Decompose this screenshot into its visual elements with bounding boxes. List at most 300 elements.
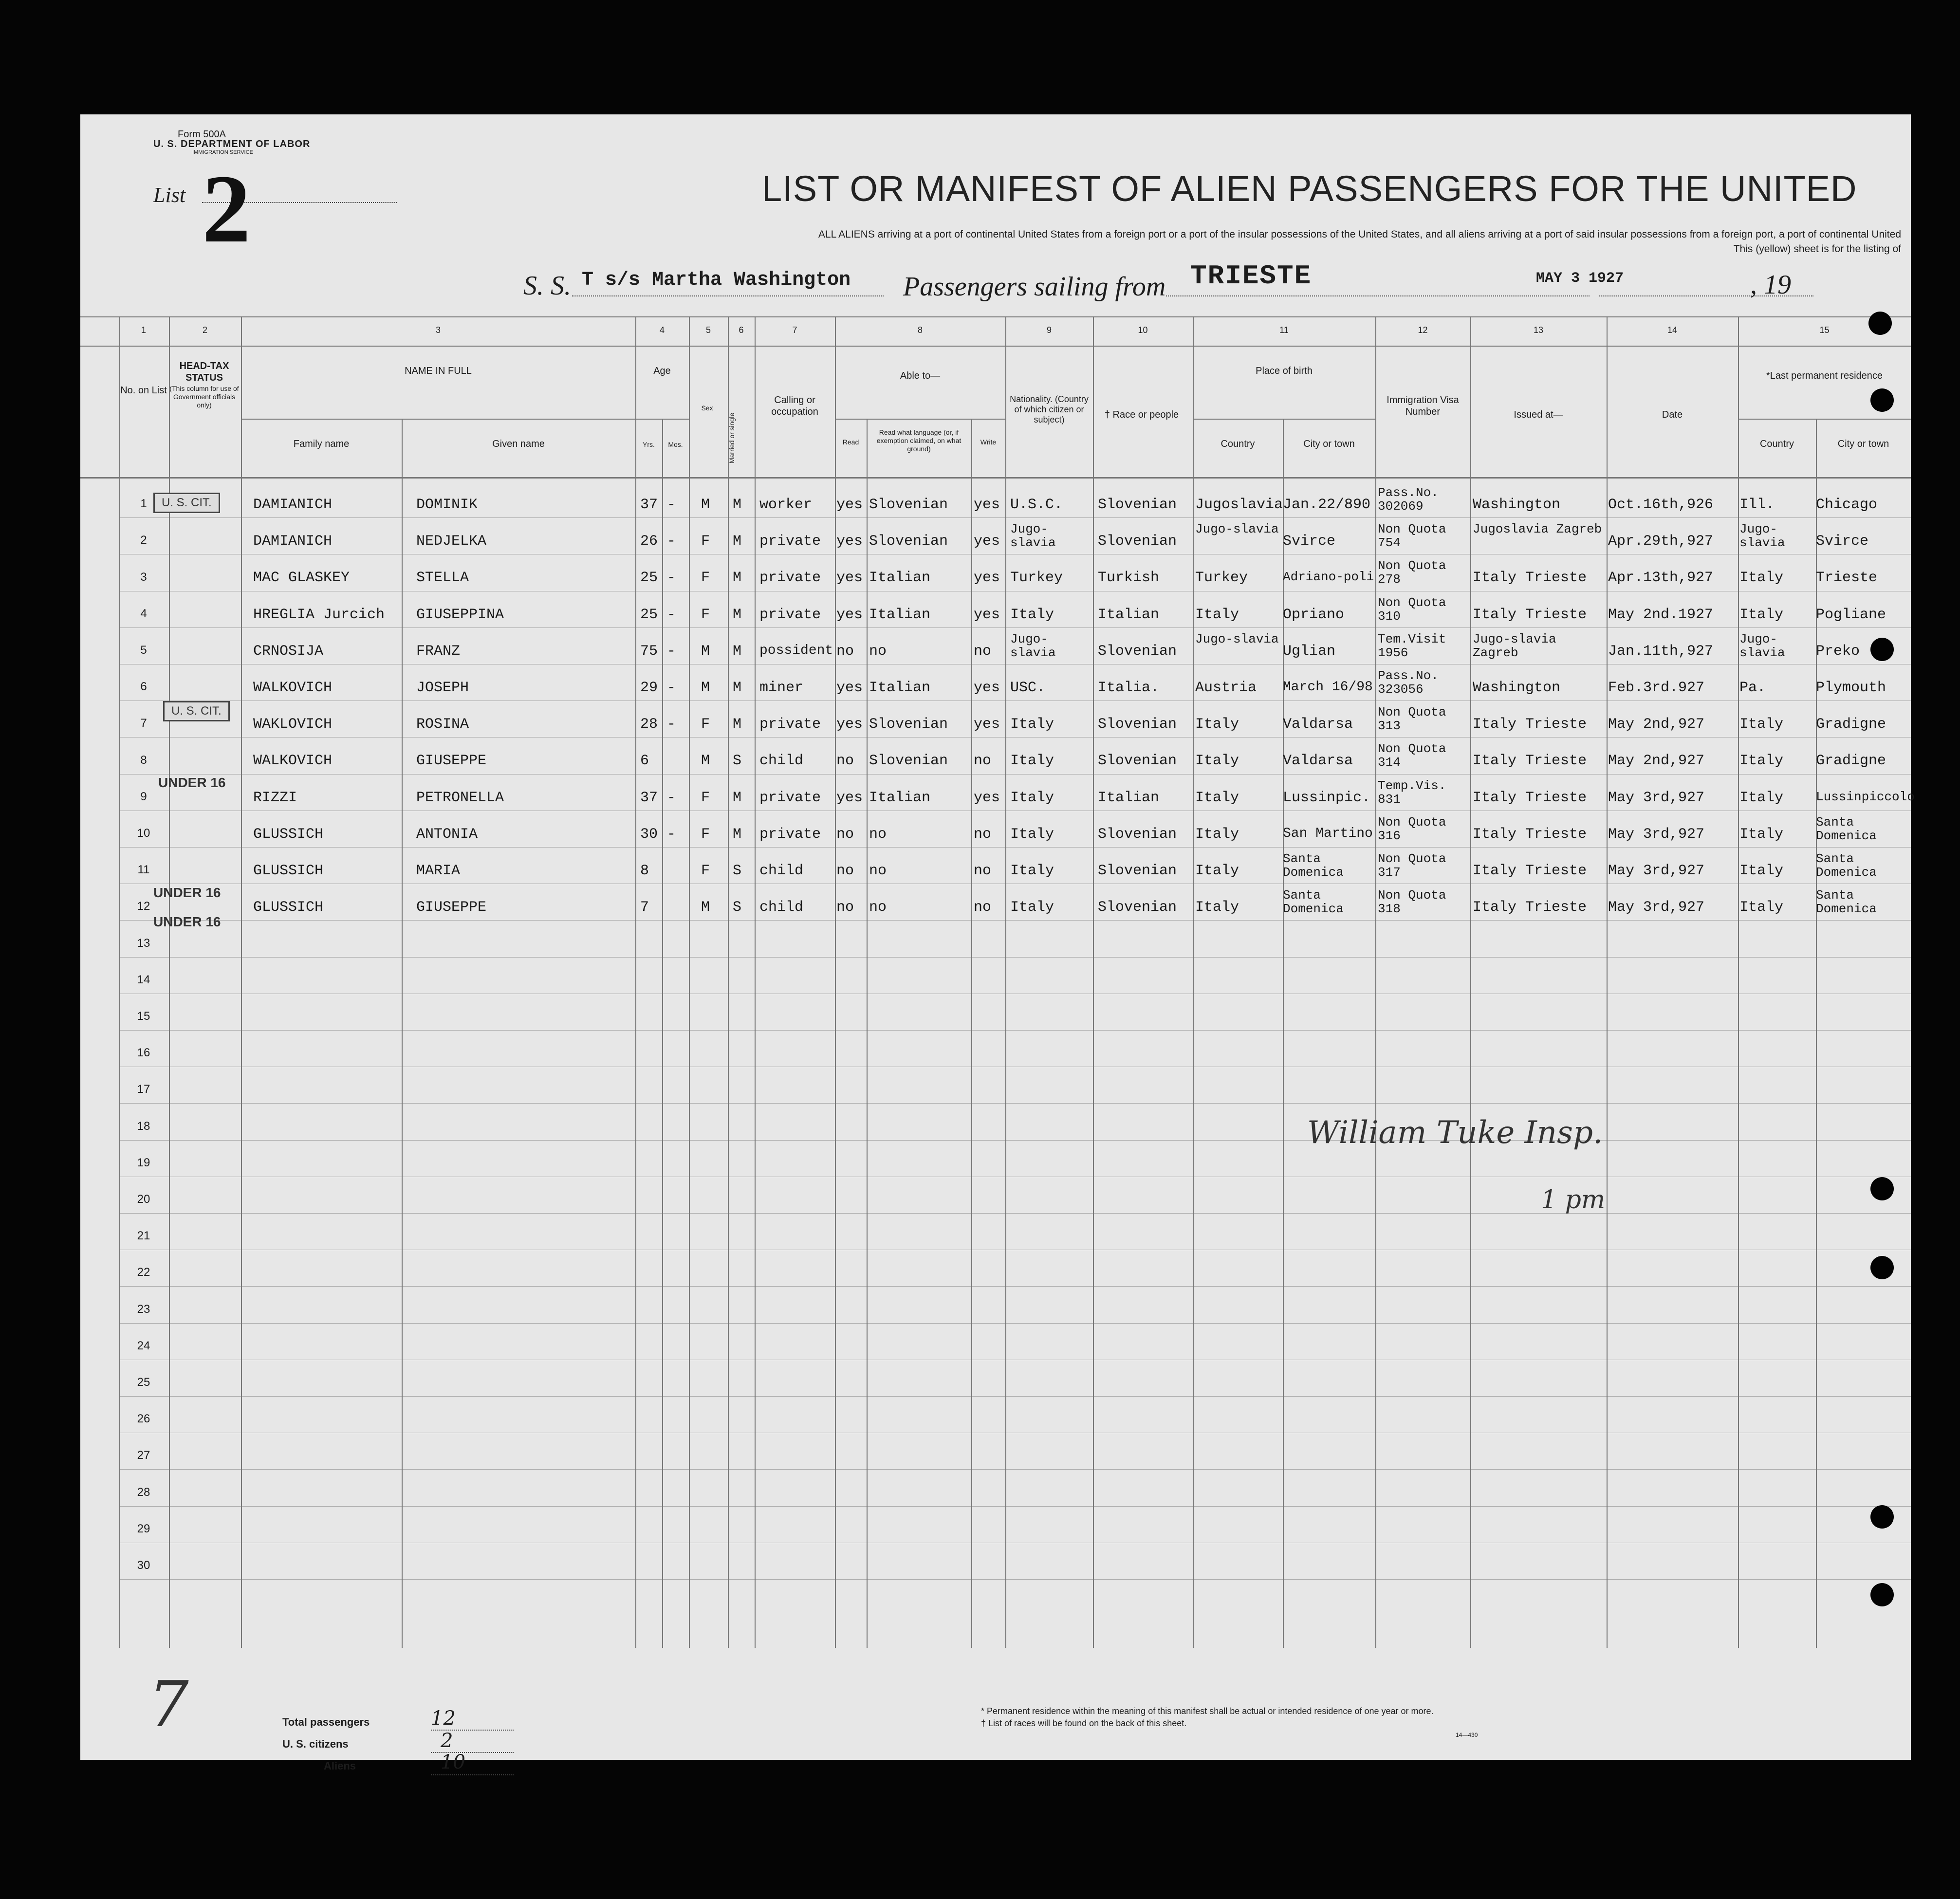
column-rule <box>1283 419 1284 1648</box>
us-citizens-label: U. S. citizens <box>282 1738 349 1750</box>
nationality-cell: Turkey <box>1010 570 1063 587</box>
race-cell: Slovenian <box>1098 497 1177 513</box>
issued-at-cell: Italy Trieste <box>1473 716 1587 733</box>
ship-underline <box>572 295 884 296</box>
column-rule <box>1607 316 1608 1648</box>
age-years-cell: 29 <box>640 680 658 696</box>
head-race: † Race or people <box>1104 409 1179 420</box>
age-months-cell: - <box>667 533 676 550</box>
binder-hole <box>1870 638 1894 661</box>
marital-status-cell: M <box>733 643 742 660</box>
language-cell: no <box>869 863 887 879</box>
row-number: 28 <box>137 1485 150 1499</box>
sex-cell: M <box>701 643 710 660</box>
read-cell: yes <box>836 789 863 806</box>
sailing-date: MAY 3 1927 <box>1536 270 1624 287</box>
birth-city-cell: Santa Domenica <box>1283 852 1344 879</box>
birth-country-cell: Jugo-slavia <box>1195 632 1279 646</box>
occupation-cell: miner <box>759 680 804 696</box>
race-cell: Turkish <box>1098 570 1160 587</box>
head-able-to: Able to— <box>900 370 941 381</box>
visa-date-cell: May 2nd,927 <box>1608 716 1705 733</box>
residence-country-cell: Italy <box>1739 753 1784 770</box>
birth-country-cell: Austria <box>1195 680 1257 696</box>
race-cell: Slovenian <box>1098 533 1177 550</box>
column-rule <box>728 316 729 1648</box>
visa-date-cell: Jan.11th,927 <box>1608 643 1714 660</box>
age-months-cell: - <box>667 606 676 623</box>
birth-city-cell: Adriano-poli <box>1283 570 1374 585</box>
race-cell: Slovenian <box>1098 863 1177 879</box>
row-number: 4 <box>140 607 147 620</box>
row-number: 26 <box>137 1412 150 1426</box>
marital-status-cell: M <box>733 826 742 843</box>
column-rule <box>1093 316 1094 1648</box>
row-number: 21 <box>137 1229 150 1243</box>
subheader-rule <box>1193 419 1375 420</box>
age-years-cell: 28 <box>640 716 658 733</box>
occupation-cell: private <box>759 570 821 587</box>
subtitle-line-1: ALL ALIENS arriving at a port of continental United States from a foreign port or a port of the insular possessions of the United States, and all aliens arriving at a port of said insular possessions from a foreign port, a port of continental United <box>818 229 1901 240</box>
age-months-cell: - <box>667 643 676 660</box>
age-years-cell: 30 <box>640 826 658 843</box>
row-number: 18 <box>137 1119 150 1133</box>
write-cell: yes <box>974 680 1000 696</box>
sex-cell: M <box>701 753 710 770</box>
visa-number-cell: Non Quota 278 <box>1378 559 1446 587</box>
head-calling: Calling or occupation <box>771 395 818 417</box>
row-number: 6 <box>140 680 147 694</box>
service-name: IMMIGRATION SERVICE <box>192 149 253 155</box>
row-number: 16 <box>137 1046 150 1060</box>
family-name-cell: RIZZI <box>253 789 297 806</box>
occupation-cell: possident <box>759 643 833 658</box>
given-name-cell: GIUSEPPINA <box>416 606 504 623</box>
head-family-name: Family name <box>293 439 350 449</box>
residence-country-cell: Jugo-slavia <box>1739 632 1785 660</box>
family-name-cell: DAMIANICH <box>253 497 333 513</box>
manifest-sheet <box>80 114 1915 1773</box>
head-place-of-birth: Place of birth <box>1256 366 1313 376</box>
column-rule <box>1193 316 1194 1648</box>
occupation-cell: child <box>759 753 804 770</box>
nationality-cell: USC. <box>1010 680 1046 696</box>
family-name-cell: MAC GLASKEY <box>253 570 350 587</box>
row-rule <box>119 1213 1911 1214</box>
subheader-rule <box>835 419 1005 420</box>
occupation-cell: worker <box>759 497 813 513</box>
read-cell: yes <box>836 680 863 696</box>
head-res-city: City or town <box>1837 439 1889 449</box>
column-number: 5 <box>705 325 711 335</box>
row-number: 9 <box>140 790 147 803</box>
write-cell: no <box>974 753 992 770</box>
visa-number-cell: Non Quota 313 <box>1378 705 1446 733</box>
sex-cell: F <box>701 789 710 806</box>
nationality-cell: Italy <box>1010 753 1054 770</box>
row-number: 14 <box>137 973 150 986</box>
language-cell: Slovenian <box>869 533 948 550</box>
row-number: 23 <box>137 1302 150 1316</box>
age-years-cell: 6 <box>640 753 649 770</box>
marital-status-cell: M <box>733 680 742 696</box>
nationality-cell: Italy <box>1010 716 1054 733</box>
head-birth-country: Country <box>1220 439 1255 449</box>
read-cell: no <box>836 826 854 843</box>
nationality-cell: Jugo-slavia <box>1010 632 1056 660</box>
column-rule <box>755 316 756 1648</box>
row-rule <box>119 1323 1911 1324</box>
column-rule <box>241 316 242 1648</box>
visa-number-cell: Pass.No. 323056 <box>1378 669 1439 696</box>
read-cell: yes <box>836 716 863 733</box>
column-number: 15 <box>1819 325 1830 335</box>
row-rule <box>119 1469 1911 1470</box>
write-cell: yes <box>974 716 1000 733</box>
age-years-cell: 8 <box>640 863 649 879</box>
row-rule <box>119 1396 1911 1397</box>
column-number: 14 <box>1667 325 1678 335</box>
row-rule <box>119 1030 1911 1031</box>
ship-name: T s/s Martha Washington <box>582 269 851 291</box>
row-number: 5 <box>140 644 147 657</box>
column-rule <box>835 316 836 1648</box>
occupation-cell: private <box>759 789 821 806</box>
age-months-cell: - <box>667 497 676 513</box>
subheader-rule <box>635 419 689 420</box>
occupation-cell: child <box>759 863 804 879</box>
given-name-cell: MARIA <box>416 863 461 879</box>
row-number: 2 <box>140 534 147 547</box>
total-passengers-value: 12 <box>431 1707 456 1730</box>
marital-status-cell: M <box>733 789 742 806</box>
under-16-stamp: UNDER 16 <box>153 914 221 929</box>
head-married: Married or single <box>728 412 736 464</box>
head-head-tax: HEAD-TAX STATUS <box>179 361 229 383</box>
language-cell: Italian <box>869 789 931 806</box>
given-name-cell: ROSINA <box>416 716 469 733</box>
given-name-cell: JOSEPH <box>416 680 469 696</box>
column-number: 7 <box>792 325 797 335</box>
visa-number-cell: Tem.Visit 1956 <box>1378 632 1446 660</box>
nationality-cell: Italy <box>1010 606 1054 623</box>
visa-date-cell: May 2nd.1927 <box>1608 606 1714 623</box>
inspector-signature: William Tuke Insp. <box>1307 1115 1603 1151</box>
aliens-label: Aliens <box>324 1760 356 1772</box>
residence-city-cell: Santa Domenica <box>1816 852 1877 879</box>
given-name-cell: GIUSEPPE <box>416 899 487 916</box>
marital-status-cell: S <box>733 899 742 916</box>
race-cell: Slovenian <box>1098 826 1177 843</box>
head-age: Age <box>653 366 671 376</box>
occupation-cell: private <box>759 533 821 550</box>
sailing-from-label: Passengers sailing from <box>903 272 1166 302</box>
visa-number-cell: Non Quota 318 <box>1378 888 1446 916</box>
row-rule <box>119 1140 1911 1141</box>
race-cell: Slovenian <box>1098 643 1177 660</box>
year-label: , 19 <box>1750 270 1791 300</box>
visa-number-cell: Non Quota 310 <box>1378 595 1446 623</box>
row-number: 3 <box>140 570 147 584</box>
visa-date-cell: Feb.3rd.927 <box>1608 680 1705 696</box>
language-cell: Italian <box>869 680 931 696</box>
row-number: 27 <box>137 1449 150 1462</box>
visa-number-cell: Temp.Vis. 831 <box>1378 778 1446 806</box>
issued-at-cell: Jugo-slavia Zagreb <box>1473 632 1556 660</box>
column-rule <box>1005 316 1006 1648</box>
nationality-cell: U.S.C. <box>1010 497 1063 513</box>
footnote-races: † List of races will be found on the back of this sheet. <box>981 1718 1187 1728</box>
family-name-cell: GLUSSICH <box>253 863 324 879</box>
column-rule <box>1738 316 1739 1648</box>
row-number: 29 <box>137 1522 150 1535</box>
family-name-cell: HREGLIA Jurcich <box>253 606 385 623</box>
row-number: 24 <box>137 1339 150 1352</box>
column-number: 12 <box>1418 325 1428 335</box>
visa-date-cell: May 3rd,927 <box>1608 863 1705 879</box>
race-cell: Slovenian <box>1098 899 1177 916</box>
aliens-value: 10 <box>441 1751 465 1773</box>
residence-country-cell: Jugo-slavia <box>1739 522 1785 550</box>
row-rule <box>119 1506 1911 1507</box>
row-number: 7 <box>140 717 147 730</box>
given-name-cell: FRANZ <box>416 643 461 660</box>
column-number: 2 <box>202 325 207 335</box>
birth-city-cell: Svirce <box>1283 533 1336 550</box>
age-years-cell: 75 <box>640 643 658 660</box>
residence-city-cell: Santa Domenica <box>1816 815 1877 843</box>
binder-hole <box>1868 312 1892 335</box>
visa-date-cell: May 3rd,927 <box>1608 826 1705 843</box>
marital-status-cell: M <box>733 570 742 587</box>
family-name-cell: WALKOVICH <box>253 753 333 770</box>
birth-city-cell: Lussinpic. <box>1283 789 1371 806</box>
column-rule <box>867 419 868 1648</box>
residence-country-cell: Italy <box>1739 570 1784 587</box>
column-number: 8 <box>917 325 923 335</box>
visa-number-cell: Pass.No. 302069 <box>1378 486 1439 513</box>
under-16-stamp: UNDER 16 <box>158 775 226 790</box>
rule-colnums <box>80 346 1911 347</box>
age-months-cell: - <box>667 826 676 843</box>
read-cell: yes <box>836 533 863 550</box>
row-number: 1 <box>140 497 147 511</box>
marital-status-cell: M <box>733 606 742 623</box>
departure-port: TRIESTE <box>1190 260 1312 292</box>
column-rule <box>402 419 403 1648</box>
marital-status-cell: M <box>733 716 742 733</box>
signature-note: 1 pm <box>1541 1185 1606 1215</box>
family-name-cell: CRNOSIJA <box>253 643 324 660</box>
list-number: 2 <box>202 155 251 263</box>
birth-country-cell: Italy <box>1195 753 1239 770</box>
head-months: Mos. <box>668 441 683 448</box>
family-name-cell: GLUSSICH <box>253 899 324 916</box>
residence-country-cell: Italy <box>1739 826 1784 843</box>
ss-label: S. S. <box>523 271 571 301</box>
issued-at-cell: Washington <box>1473 680 1561 696</box>
rule-top <box>80 316 1911 317</box>
occupation-cell: private <box>759 606 821 623</box>
sex-cell: M <box>701 680 710 696</box>
subheader-rule <box>241 419 635 420</box>
language-cell: Italian <box>869 570 931 587</box>
sex-cell: F <box>701 863 710 879</box>
visa-date-cell: May 2nd,927 <box>1608 753 1705 770</box>
residence-country-cell: Italy <box>1739 899 1784 916</box>
column-rule <box>1375 316 1376 1648</box>
row-rule <box>119 957 1911 958</box>
column-rule <box>169 316 170 1648</box>
birth-country-cell: Italy <box>1195 863 1239 879</box>
row-number: 22 <box>137 1266 150 1279</box>
residence-city-cell: Svirce <box>1816 533 1869 550</box>
given-name-cell: PETRONELLA <box>416 789 504 806</box>
column-number: 6 <box>739 325 744 335</box>
document-title: LIST OR MANIFEST OF ALIEN PASSENGERS FOR THE UNITED <box>762 168 1857 209</box>
language-cell: no <box>869 826 887 843</box>
write-cell: yes <box>974 606 1000 623</box>
residence-country-cell: Italy <box>1739 606 1784 623</box>
write-cell: yes <box>974 570 1000 587</box>
write-cell: no <box>974 863 992 879</box>
write-cell: yes <box>974 533 1000 550</box>
rule-header-bottom <box>80 477 1911 479</box>
column-rule <box>662 419 663 1648</box>
column-number: 13 <box>1533 325 1544 335</box>
sex-cell: F <box>701 533 710 550</box>
head-write: Write <box>980 438 997 446</box>
race-cell: Italian <box>1098 606 1160 623</box>
language-cell: no <box>869 899 887 916</box>
read-cell: no <box>836 643 854 660</box>
race-cell: Slovenian <box>1098 716 1177 733</box>
row-number: 25 <box>137 1376 150 1389</box>
language-cell: Italian <box>869 606 931 623</box>
row-number: 12 <box>137 900 150 913</box>
issued-at-cell: Italy Trieste <box>1473 789 1587 806</box>
age-months-cell: - <box>667 789 676 806</box>
birth-city-cell: Valdarsa <box>1283 716 1353 733</box>
read-cell: yes <box>836 570 863 587</box>
row-number: 20 <box>137 1193 150 1206</box>
birth-city-cell: Jan.22/890 <box>1283 497 1371 513</box>
occupation-cell: private <box>759 826 821 843</box>
row-number: 10 <box>137 827 150 840</box>
issued-at-cell: Italy Trieste <box>1473 863 1587 879</box>
head-no-on-list: No. on List <box>120 385 167 396</box>
residence-city-cell: Gradigne <box>1816 716 1886 733</box>
column-number: 11 <box>1279 325 1289 335</box>
visa-number-cell: Non Quota 316 <box>1378 815 1446 843</box>
sex-cell: F <box>701 826 710 843</box>
read-cell: yes <box>836 606 863 623</box>
nationality-cell: Italy <box>1010 899 1054 916</box>
race-cell: Slovenian <box>1098 753 1177 770</box>
column-rule <box>1816 419 1817 1648</box>
row-rule <box>119 847 1911 848</box>
age-months-cell: - <box>667 716 676 733</box>
head-date: Date <box>1662 409 1683 420</box>
read-cell: no <box>836 863 854 879</box>
write-cell: no <box>974 826 992 843</box>
residence-country-cell: Italy <box>1739 716 1784 733</box>
head-years: Yrs. <box>643 441 655 448</box>
margin-mark: 7 <box>148 1667 189 1741</box>
residence-country-cell: Pa. <box>1739 680 1766 696</box>
us-citizen-stamp: U. S. CIT. <box>163 701 230 721</box>
nationality-cell: Italy <box>1010 826 1054 843</box>
row-rule <box>119 517 1911 518</box>
head-birth-city: City or town <box>1303 439 1355 449</box>
visa-date-cell: May 3rd,927 <box>1608 789 1705 806</box>
head-res-country: Country <box>1759 439 1794 449</box>
binder-hole <box>1870 1256 1894 1279</box>
read-cell: no <box>836 753 854 770</box>
nationality-cell: Italy <box>1010 789 1054 806</box>
residence-city-cell: Preko <box>1816 643 1860 660</box>
write-cell: no <box>974 899 992 916</box>
footnote-residence: * Permanent residence within the meaning of this manifest shall be actual or intended residence of one year or more. <box>981 1706 1434 1716</box>
head-issued-at: Issued at— <box>1514 409 1563 420</box>
form-number: Form 500A <box>178 129 226 140</box>
birth-country-cell: Turkey <box>1195 570 1248 587</box>
head-language: Read what language (or, if exemption claimed, on what ground) <box>876 428 962 453</box>
list-label: List <box>153 183 186 207</box>
birth-country-cell: Italy <box>1195 716 1239 733</box>
birth-country-cell: Jugo-slavia <box>1195 522 1279 536</box>
race-cell: Italian <box>1098 789 1160 806</box>
head-head-tax-note: (This column for use of Government officials only) <box>169 385 239 409</box>
language-cell: Slovenian <box>869 716 948 733</box>
subtitle-line-2: This (yellow) sheet is for the listing of <box>1733 243 1901 255</box>
issued-at-cell: Italy Trieste <box>1473 606 1587 623</box>
row-number: 13 <box>137 936 150 950</box>
write-cell: yes <box>974 497 1000 513</box>
given-name-cell: DOMINIK <box>416 497 478 513</box>
us-citizen-stamp: U. S. CIT. <box>153 493 220 513</box>
age-months-cell: - <box>667 570 676 587</box>
column-rule <box>1470 316 1471 1648</box>
row-number: 15 <box>137 1010 150 1023</box>
row-number: 19 <box>137 1156 150 1169</box>
residence-city-cell: Chicago <box>1816 497 1878 513</box>
column-number: 1 <box>141 325 146 335</box>
sex-cell: F <box>701 570 710 587</box>
under-16-stamp: UNDER 16 <box>153 885 221 900</box>
us-citizens-value: 2 <box>441 1730 453 1752</box>
age-years-cell: 7 <box>640 899 649 916</box>
issued-at-cell: Italy Trieste <box>1473 753 1587 770</box>
nationality-cell: Jugo-slavia <box>1010 522 1056 550</box>
column-rule <box>971 419 972 1648</box>
race-cell: Italia. <box>1098 680 1160 696</box>
visa-date-cell: Oct.16th,926 <box>1608 497 1714 513</box>
head-visa: Immigration Visa Number <box>1387 395 1459 417</box>
row-rule <box>119 1103 1911 1104</box>
age-years-cell: 37 <box>640 789 658 806</box>
binder-hole <box>1870 1583 1894 1606</box>
family-name-cell: WALKOVICH <box>253 680 333 696</box>
total-passengers-label: Total passengers <box>282 1716 370 1728</box>
nationality-cell: Italy <box>1010 863 1054 879</box>
column-rule <box>635 316 636 1648</box>
marital-status-cell: M <box>733 497 742 513</box>
binder-hole <box>1870 388 1894 412</box>
visa-number-cell: Non Quota 314 <box>1378 742 1446 770</box>
aliens-underline <box>431 1774 514 1775</box>
column-number: 4 <box>659 325 665 335</box>
